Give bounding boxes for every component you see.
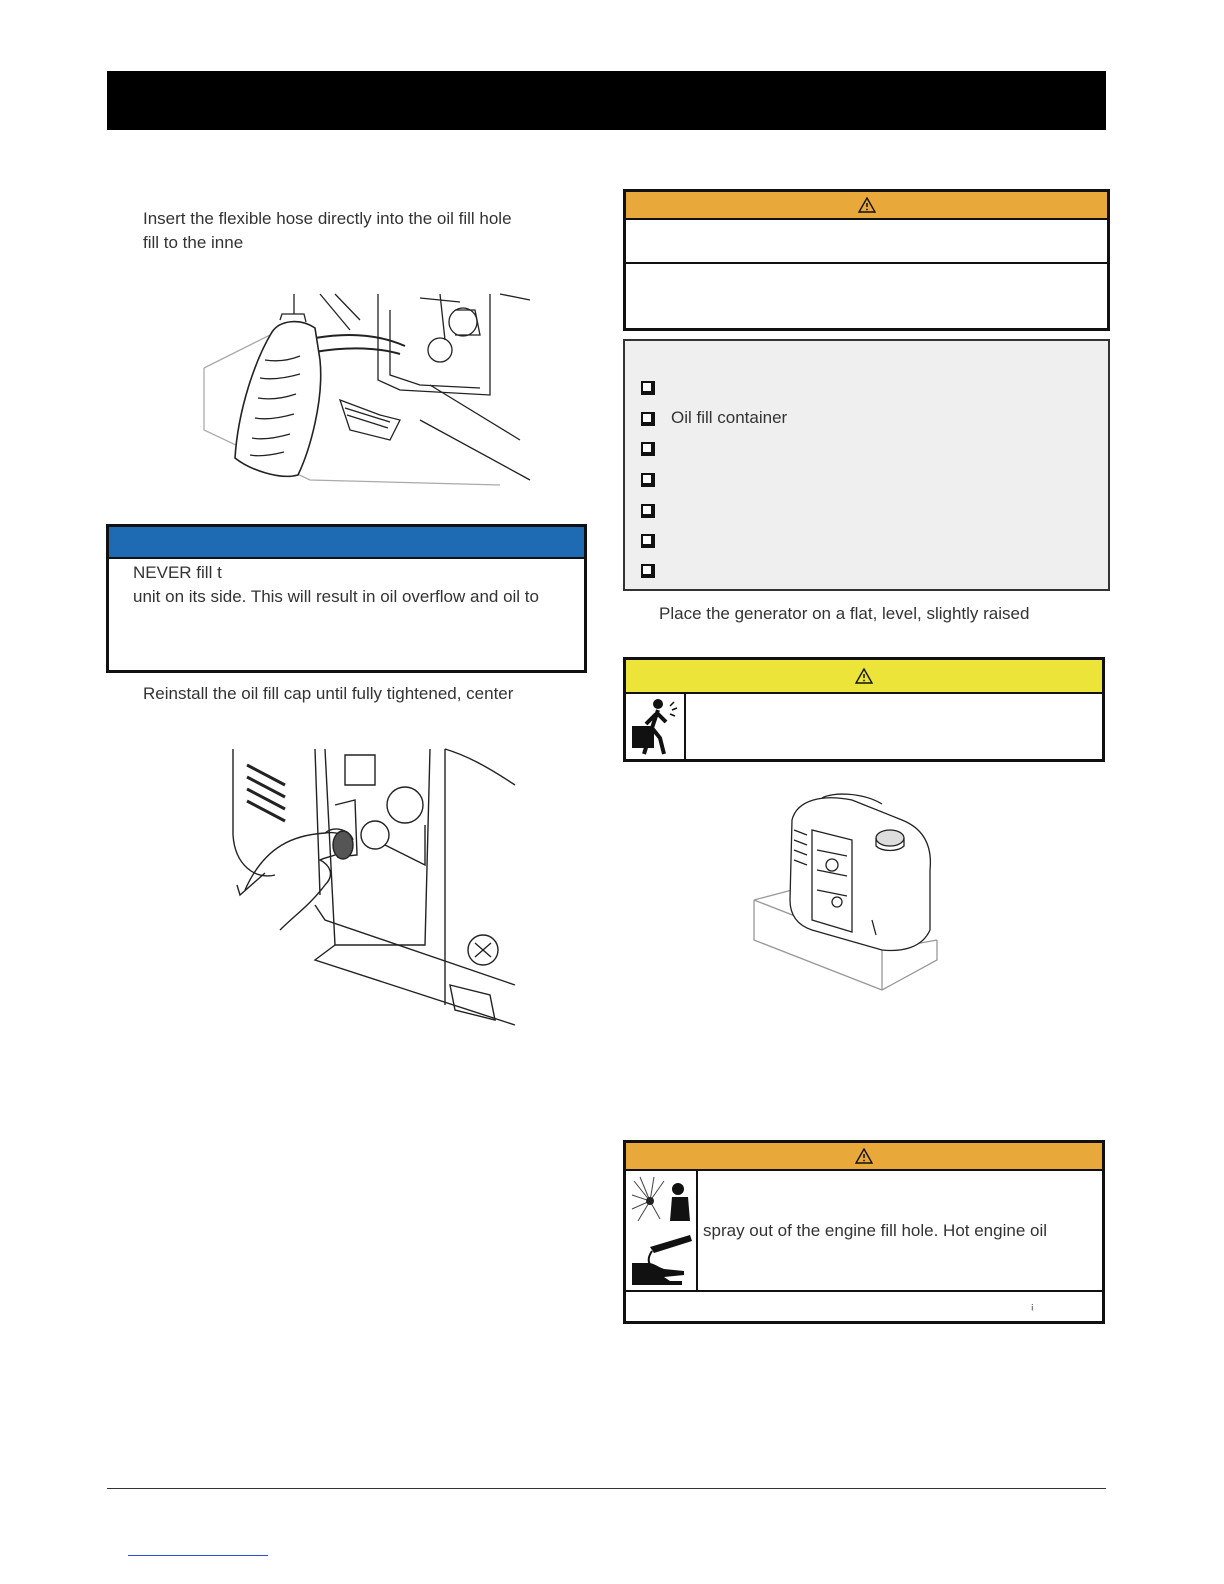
warning-triangle-icon [855,1148,873,1164]
caution-divider [684,692,686,759]
oil-fill-bottle-illustration [200,290,530,490]
checkbox-icon [641,564,653,576]
hot-oil-warning-text: spray out of the engine fill hole. Hot engine oil [703,1221,1048,1240]
hot-liquid-burn-icon [630,1233,692,1287]
hot-oil-footer-mark: ⁱ [1031,1302,1034,1318]
hot-oil-divider-horizontal [626,1290,1102,1292]
section-header-bar [107,71,1106,130]
footer-rule [107,1488,1106,1489]
warning-header [626,192,1107,220]
step-insert-hose [143,207,512,255]
checkbox-icon [641,534,653,546]
warning-box-hot-oil [623,1140,1105,1324]
step-insert-hose-line1: Insert the flexible hose directly into the oil fill hole [143,209,512,228]
notice-header [109,527,584,559]
checkbox-icon [641,381,653,393]
warning-header [626,1143,1102,1171]
reinstall-cap-illustration [225,745,520,1025]
warning-triangle-icon [855,668,873,684]
warning-box-top [623,189,1110,331]
warning-divider [626,262,1107,264]
splash-hazard-icon [630,1175,692,1227]
checkbox-icon [641,412,653,424]
checkbox-icon [641,473,653,485]
checklist-item-oil-fill-container: Oil fill container [671,408,788,427]
step-insert-hose-line2: fill to the inne [143,233,244,252]
generator-on-platform-illustration [752,790,942,995]
checkbox-icon [641,442,653,454]
tools-checklist [623,339,1110,591]
step-reinstall-cap: Reinstall the oil fill cap until fully tightened, center [143,684,514,703]
notice-box [106,524,587,673]
warning-triangle-icon [858,197,876,213]
footer-link-underline[interactable] [128,1555,268,1556]
hot-oil-divider-vertical [696,1169,698,1291]
notice-body [133,561,539,609]
caution-box-lifting [623,657,1105,762]
notice-line1: NEVER fill t [133,563,222,582]
checkbox-icon [641,504,653,516]
lifting-hazard-icon [630,698,680,756]
notice-line2: unit on its side. This will result in oil overflow and oil to [133,587,539,606]
caution-header [626,660,1102,694]
step-place-generator: Place the generator on a flat, level, slightly raised [659,604,1030,623]
